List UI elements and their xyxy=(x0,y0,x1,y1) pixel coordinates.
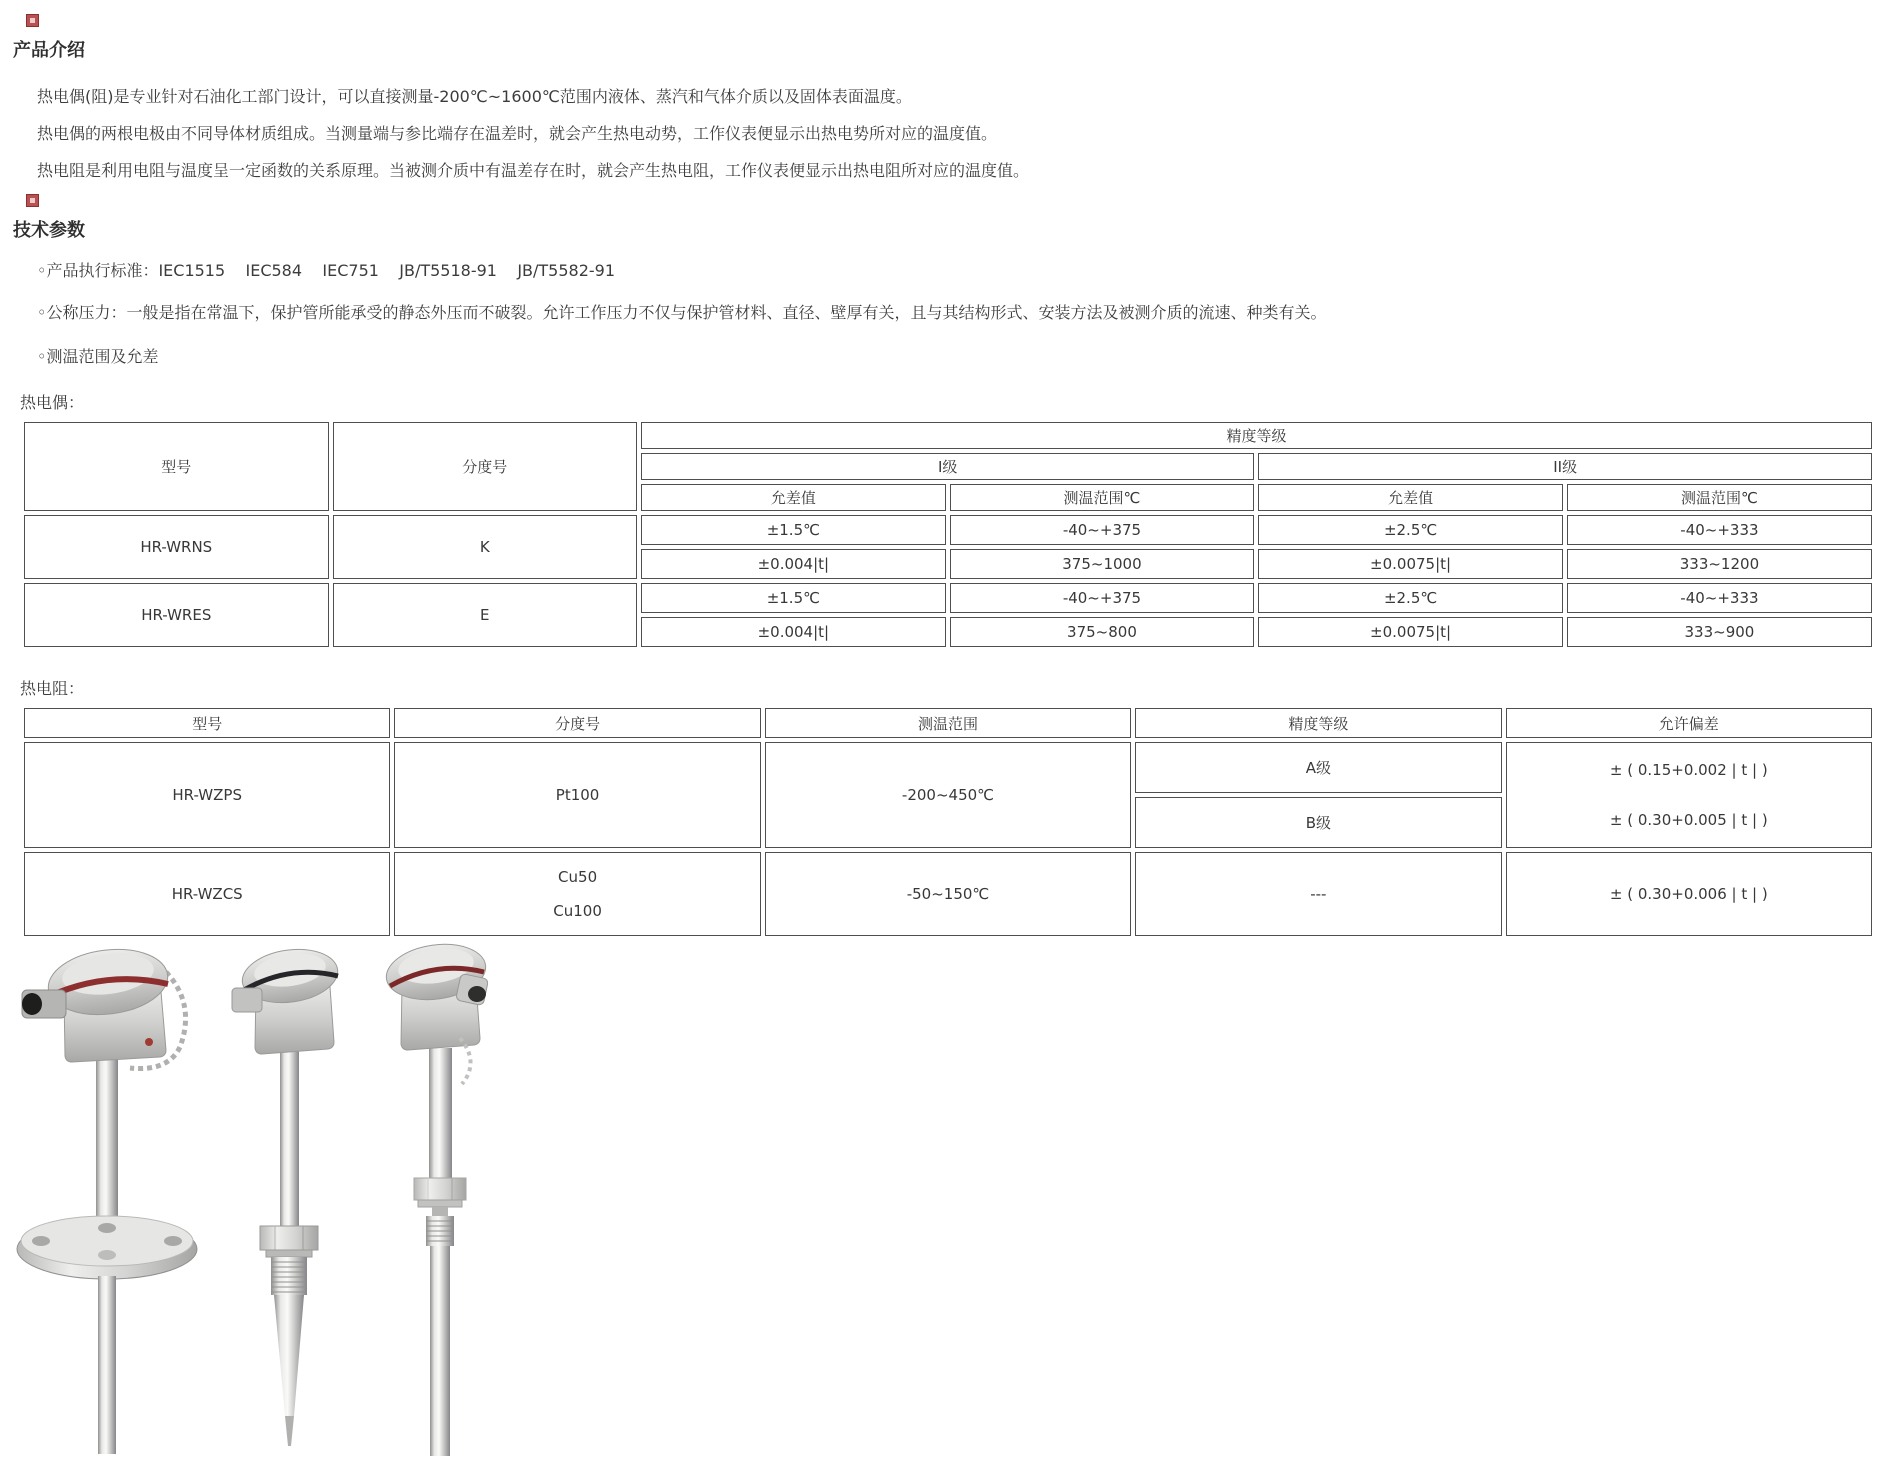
intro-paragraph: 热电偶的两根电极由不同导体材质组成。当测量端与参比端存在温差时，就会产生热电动势，工作仪表便显示出热电势所对应的温度值。 xyxy=(37,124,998,143)
cell-range: -50~150℃ xyxy=(765,852,1131,936)
col-header-class2: II级 xyxy=(1258,453,1872,480)
col-header-range: 测温范围℃ xyxy=(1567,484,1872,511)
col-header-deviation: 允许偏差 xyxy=(1506,708,1872,738)
cell-model: HR-WRES xyxy=(24,583,329,647)
cell-range: -200~450℃ xyxy=(765,742,1131,848)
col-header-tolerance: 允差值 xyxy=(1258,484,1563,511)
cell-grade: --- xyxy=(1135,852,1501,936)
cell-tolerance: ±0.004|t| xyxy=(641,549,946,579)
cell-tolerance: ±0.004|t| xyxy=(641,617,946,647)
cell-model: HR-WZPS xyxy=(24,742,390,848)
section-marker-icon xyxy=(26,194,39,207)
table-row xyxy=(24,515,1872,545)
section-marker-icon xyxy=(26,14,39,27)
index-line-2: Cu100 xyxy=(553,902,602,920)
cell-model: HR-WZCS xyxy=(24,852,390,936)
intro-paragraph: 热电阻是利用电阻与温度呈一定函数的关系原理。当被测介质中有温差存在时，就会产生热电阻，工作仪表便显示出热电阻所对应的温度值。 xyxy=(37,161,1030,180)
table-row xyxy=(24,852,1872,936)
cell-grade-a: A级 xyxy=(1135,742,1501,793)
cell-grade-b: B级 xyxy=(1135,797,1501,848)
cell-index xyxy=(394,852,760,936)
cell-range: 333~900 xyxy=(1567,617,1872,647)
spec-bullet-standards: ◦产品执行标准：IEC1515 IEC584 IEC751 JB/T5518-91 JB/T5582-91 xyxy=(37,261,616,280)
cell-tolerance: ±0.0075|t| xyxy=(1258,617,1563,647)
product-photos xyxy=(8,942,488,1460)
cell-range: -40~+333 xyxy=(1567,583,1872,613)
cell-tolerance: ±1.5℃ xyxy=(641,515,946,545)
col-header-class1: I级 xyxy=(641,453,1254,480)
rtd-caption: 热电阻： xyxy=(20,679,85,698)
col-header-range: 测温范围℃ xyxy=(950,484,1255,511)
table-row xyxy=(24,742,1872,793)
cell-range: -40~+333 xyxy=(1567,515,1872,545)
sensor-photo-tapered xyxy=(232,944,341,1446)
cell-tolerance: ±2.5℃ xyxy=(1258,515,1563,545)
cell-range: 333~1200 xyxy=(1567,549,1872,579)
cell-index: Pt100 xyxy=(394,742,760,848)
cell-index: K xyxy=(333,515,638,579)
deviation-b: ± ( 0.30+0.005 | t | ) xyxy=(1609,811,1768,829)
cell-index: E xyxy=(333,583,638,647)
col-header-accuracy: 精度等级 xyxy=(641,422,1872,449)
cell-tolerance: ±2.5℃ xyxy=(1258,583,1563,613)
intro-title: 产品介绍 xyxy=(13,40,85,61)
specs-title: 技术参数 xyxy=(13,220,85,241)
index-line-1: Cu50 xyxy=(558,868,598,886)
thermocouple-table xyxy=(20,418,1876,651)
table-row xyxy=(24,583,1872,613)
col-header-accuracy: 精度等级 xyxy=(1135,708,1501,738)
sensor-photos-illustration xyxy=(8,942,488,1460)
spec-bullet-range: ◦测温范围及允差 xyxy=(37,347,159,366)
thermocouple-caption: 热电偶： xyxy=(20,393,85,412)
cell-deviation: ± ( 0.30+0.006 | t | ) xyxy=(1506,852,1872,936)
col-header-model: 型号 xyxy=(24,708,390,738)
sensor-photo-straight xyxy=(383,942,488,1456)
intro-paragraph: 热电偶(阻)是专业针对石油化工部门设计，可以直接测量-200℃~1600℃范围内液体、蒸汽和气体介质以及固体表面温度。 xyxy=(37,87,912,106)
cell-model: HR-WRNS xyxy=(24,515,329,579)
col-header-range: 测温范围 xyxy=(765,708,1131,738)
cell-range: 375~800 xyxy=(950,617,1255,647)
cell-tolerance: ±1.5℃ xyxy=(641,583,946,613)
rtd-table xyxy=(20,704,1876,940)
spec-bullet-pressure: ◦公称压力：一般是指在常温下，保护管所能承受的静态外压而不破裂。允许工作压力不仅与保护管材料、直径、壁厚有关，且与其结构形式、安装方法及被测介质的流速、种类有关。 xyxy=(37,303,1327,322)
sensor-photo-flange xyxy=(17,943,197,1454)
cell-deviation xyxy=(1506,742,1872,848)
cell-range: -40~+375 xyxy=(950,583,1255,613)
deviation-a: ± ( 0.15+0.002 | t | ) xyxy=(1609,761,1768,779)
cell-range: -40~+375 xyxy=(950,515,1255,545)
col-header-tolerance: 允差值 xyxy=(641,484,946,511)
cell-range: 375~1000 xyxy=(950,549,1255,579)
col-header-model: 型号 xyxy=(24,422,329,511)
cell-tolerance: ±0.0075|t| xyxy=(1258,549,1563,579)
col-header-index: 分度号 xyxy=(333,422,638,511)
col-header-index: 分度号 xyxy=(394,708,760,738)
